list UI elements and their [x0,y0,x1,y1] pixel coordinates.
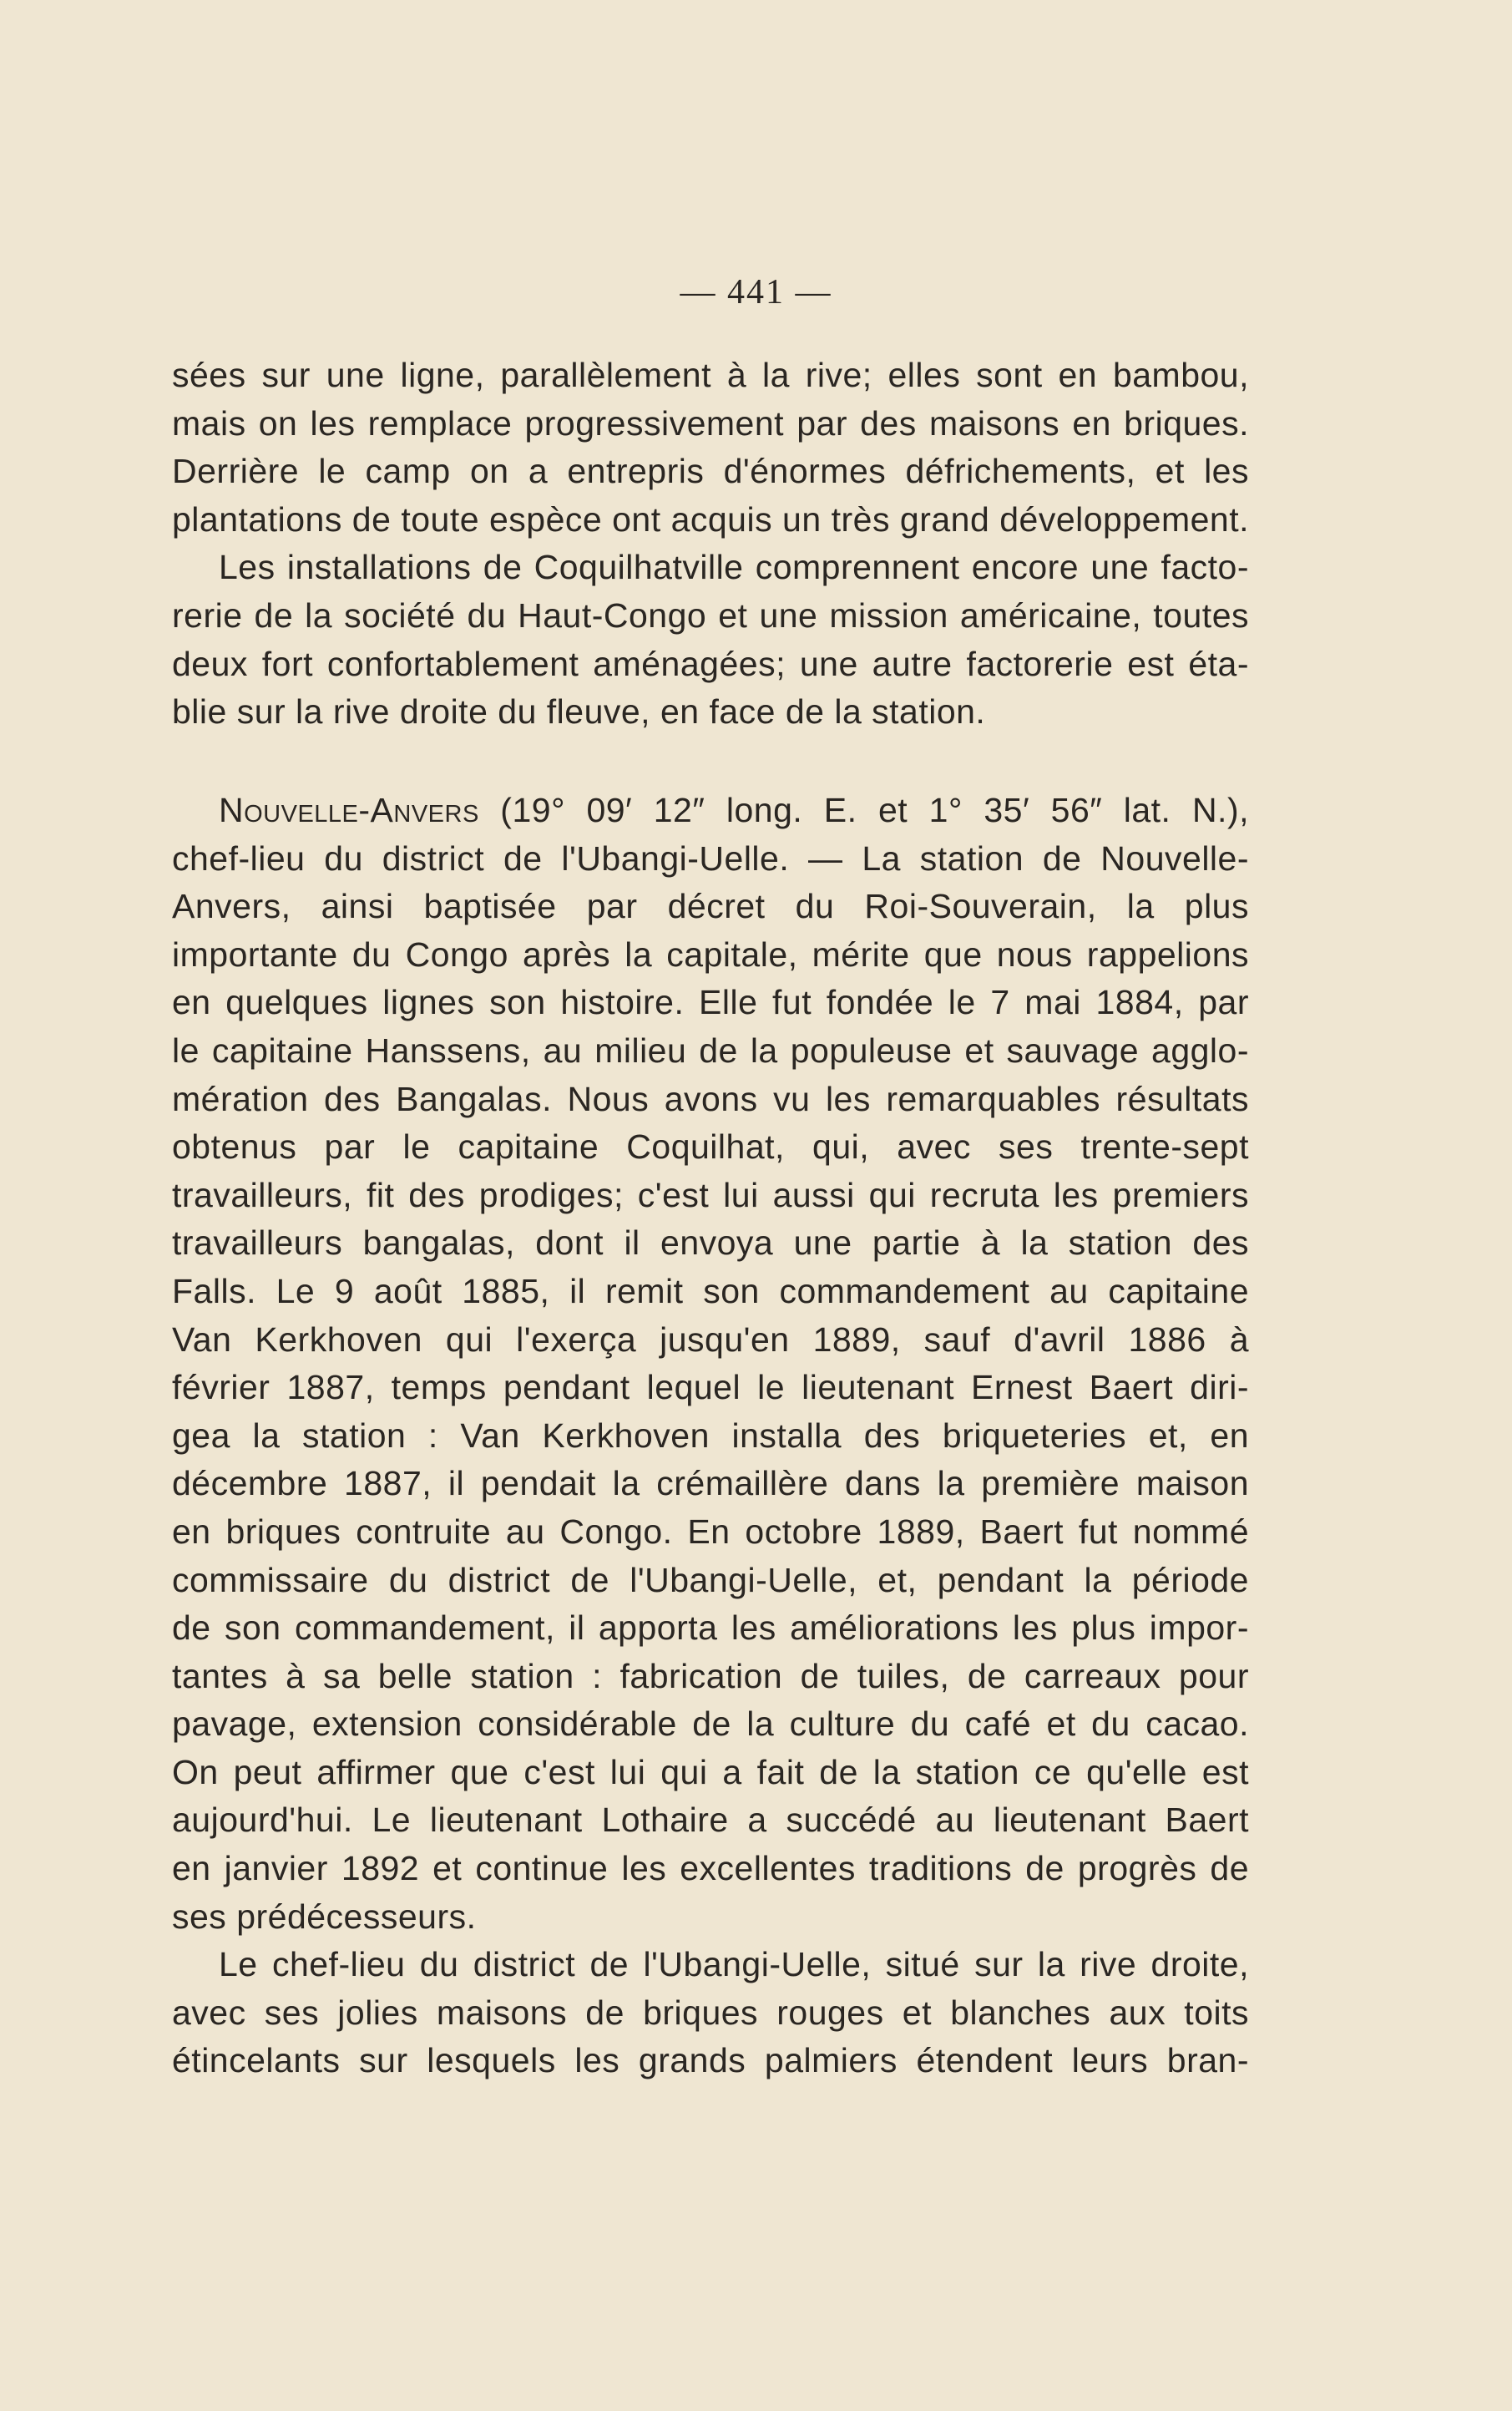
text-line: Anvers, ainsi baptisée par décret du Roi-Souverain, la plus [172,887,1249,926]
text-line: février 1887, temps pendant lequel le lieutenant Ernest Baert diri- [172,1368,1249,1407]
text-line: en briques contruite au Congo. En octobre 1889, Baert fut nommé [172,1512,1249,1551]
text-line: commissaire du district de l'Ubangi-Uelle, et, pendant la période [172,1560,1249,1599]
text-line: gea la station : Van Kerkhoven installa des briqueteries et, en [172,1416,1249,1455]
paragraph-p3 [172,787,1249,1941]
text-line: mais on les remplace progressivement par des maisons en briques. [172,403,1249,443]
text-line: de son commandement, il apporta les améliorations les plus impor- [172,1608,1249,1648]
text-line: travailleurs bangalas, dont il envoya une partie à la station des [172,1223,1249,1263]
section-heading-nouvelle-anvers: Nouvelle-Anvers [219,791,479,829]
text-line: Falls. Le 9 août 1885, il remit son commandement au capitaine [172,1271,1249,1310]
text-line: le capitaine Hanssens, au milieu de la populeuse et sauvage agglo- [172,1031,1249,1070]
text-line: décembre 1887, il pendait la crémaillère dans la première maison [172,1464,1249,1503]
text-line: Van Kerkhoven qui l'exerça jusqu'en 1889, sauf d'avril 1886 à [172,1319,1249,1359]
text-line: rerie de la société du Haut-Congo et une mission américaine, toutes [172,595,1249,635]
text-block-main [172,787,1249,2085]
text-line: pavage, extension considérable de la culture du café et du cacao. [172,1704,1249,1744]
coordinates-text: (19° 09′ 12″ long. E. et 1° 35′ 56″ lat. N.), [478,791,1249,829]
text-line: obtenus par le capitaine Coquilhat, qui, avec ses trente-sept [172,1127,1249,1167]
text-line: chef-lieu du district de l'Ubangi-Uelle. — La station de Nouvelle- [172,838,1249,878]
text-line: importante du Congo après la capitale, mérite que nous rappelions [172,935,1249,974]
text-line: sées sur une ligne, parallèlement à la rive; elles sont en bambou, [172,356,1249,394]
text-line: Les installations de Coquilhatville comprennent encore une facto- [219,548,1249,587]
text-line: On peut affirmer que c'est lui qui a fait de la station ce qu'elle est [172,1752,1249,1791]
text-line: en janvier 1892 et continue les excellentes traditions de progrès de [172,1849,1249,1888]
text-line: plantations de toute espèce ont acquis un très grand développement. [172,499,1249,539]
text-line: deux fort confortablement aménagées; une autre factorerie est éta- [172,644,1249,683]
text-line: avec ses jolies maisons de briques rouges et blanches aux toits [172,1993,1249,2032]
text-line: Derrière le camp on a entrepris d'énormes défrichements, et les [172,452,1249,491]
text-line: Le chef-lieu du district de l'Ubangi-Uelle, situé sur la rive droite, [219,1945,1249,1984]
paragraph-p4 [172,1941,1249,2085]
text-line: blie sur la rive droite du fleuve, en face de la station. [172,692,986,732]
text-line: en quelques lignes son histoire. Elle fut fondée le 7 mai 1884, par [172,983,1249,1022]
paragraph-p2 [172,544,1249,736]
text-line: ses prédécesseurs. [172,1897,477,1936]
text-block-top [172,352,1249,737]
text-line: étincelants sur lesquels les grands palmiers étendent leurs bran- [172,2041,1249,2080]
text-line: mération des Bangalas. Nous avons vu les remarquables résultats [172,1079,1249,1118]
text-line: aujourd'hui. Le lieutenant Lothaire a succédé au lieutenant Baert [172,1801,1249,1840]
paragraph-p1 [172,352,1249,544]
text-line: tantes à sa belle station : fabrication de tuiles, de carreaux pour [172,1656,1249,1695]
page-number: — 441 — [680,273,832,312]
text-line-heading [172,787,1249,835]
text-line: travailleurs, fit des prodiges; c'est lui aussi qui recruta les premiers [172,1175,1249,1214]
